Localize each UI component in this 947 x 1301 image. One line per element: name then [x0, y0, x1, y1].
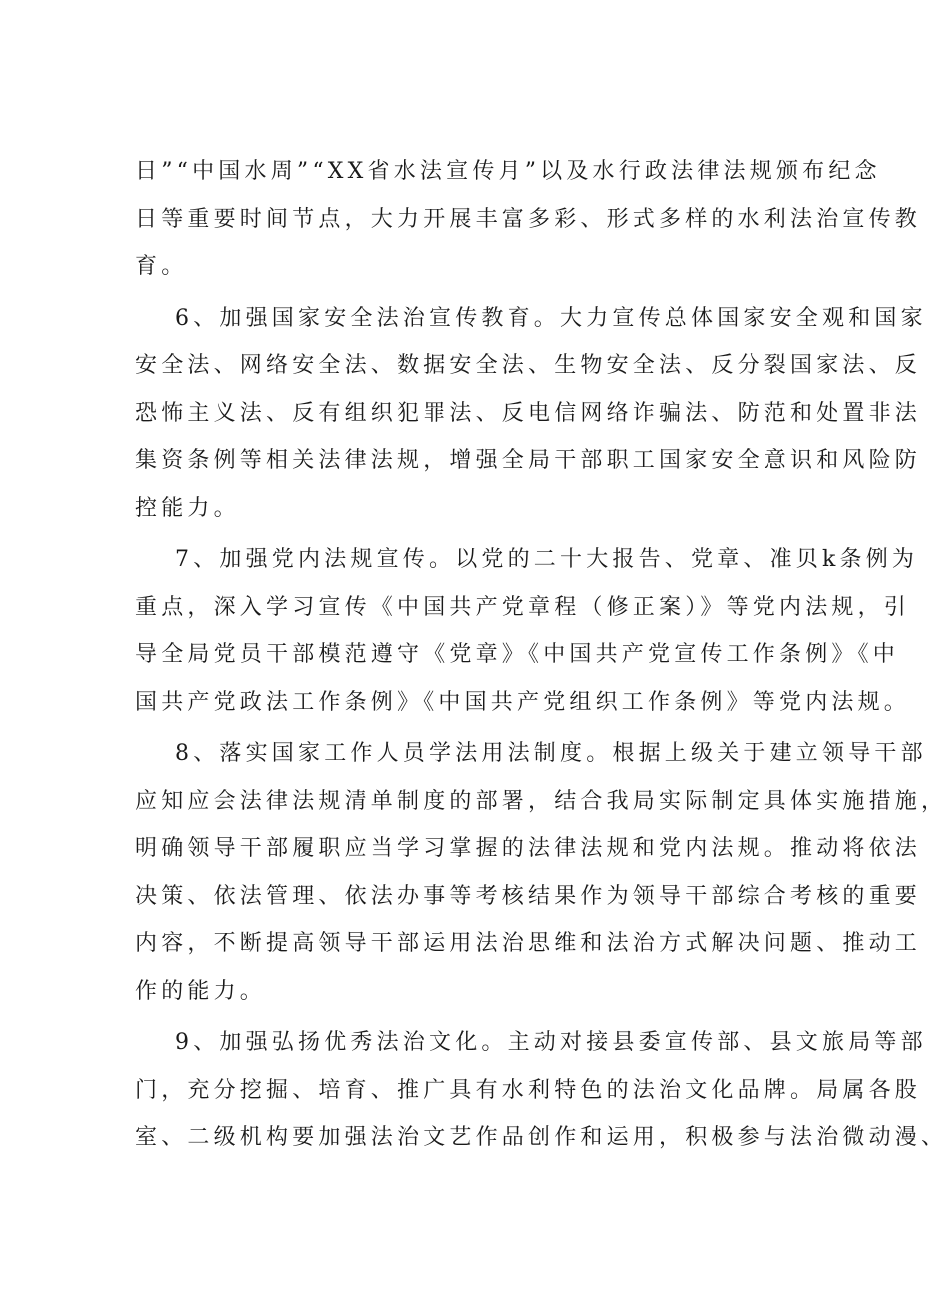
text-line: 作的能力。 — [135, 978, 267, 1004]
paragraph-7 — [135, 536, 919, 726]
text-line: 恐怖主义法、反有组织犯罪法、反电信网络诈骗法、防范和处置非法 — [135, 400, 922, 426]
paragraph-8 — [135, 730, 947, 1015]
text-line: 9、加强弘扬优秀法治文化。主动对接县委宣传部、县文旅局等部 — [175, 1030, 927, 1055]
text-line: 明确领导干部履职应当学习掌握的法律法规和党内法规。推动将依法 — [135, 836, 922, 861]
document-body — [135, 148, 947, 1166]
text-line: 集资条例等相关法律法规，增强全局干部职工国家安全意识和风险防 — [135, 448, 922, 473]
text-line: 日”“中国水周”“XX省水法宣传月”以及水行政法律法规颁布纪念 — [135, 159, 881, 184]
text-line: 重点，深入学习宣传《中国共产党章程（修正案）》等党内法规，引 — [135, 594, 911, 620]
text-line: 8、落实国家工作人员学法用法制度。根据上级关于建立领导干部 — [175, 741, 927, 766]
text-line: 导全局党员干部模范遵守《党章》《中国共产党宣传工作条例》《中 — [135, 642, 900, 667]
text-line: 7、加强党内法规宣传。以党的二十大报告、党章、准贝k条例为 — [175, 547, 919, 572]
text-line: 6、加强国家安全法治宣传教育。大力宣传总体国家安全观和国家 — [175, 305, 927, 331]
paragraph-5-continuation — [135, 148, 922, 291]
text-line: 国共产党政法工作条例》《中国共产党组织工作条例》等党内法规。 — [135, 689, 911, 715]
text-line: 日等重要时间节点，大力开展丰富多彩、形式多样的水利法治宣传教 — [135, 206, 922, 232]
text-line: 门，充分挖掘、培育、推广具有水利特色的法治文化品牌。局属各股 — [135, 1077, 922, 1103]
text-line: 应知应会法律法规清单制度的部署，结合我局实际制定具体实施措施， — [135, 788, 947, 814]
paragraph-6 — [135, 295, 927, 533]
text-line: 室、二级机构要加强法治文艺作品创作和运用，积极参与法治微动漫、 — [135, 1125, 947, 1150]
text-line: 育。 — [135, 254, 188, 279]
paragraph-9 — [135, 1019, 947, 1162]
text-line: 安全法、网络安全法、数据安全法、生物安全法、反分裂国家法、反 — [135, 353, 922, 378]
text-line: 决策、依法管理、依法办事等考核结果作为领导干部综合考核的重要 — [135, 883, 922, 909]
text-line: 控能力。 — [135, 495, 240, 521]
text-line: 内容，不断提高领导干部运用法治思维和法治方式解决问题、推动工 — [135, 931, 922, 956]
